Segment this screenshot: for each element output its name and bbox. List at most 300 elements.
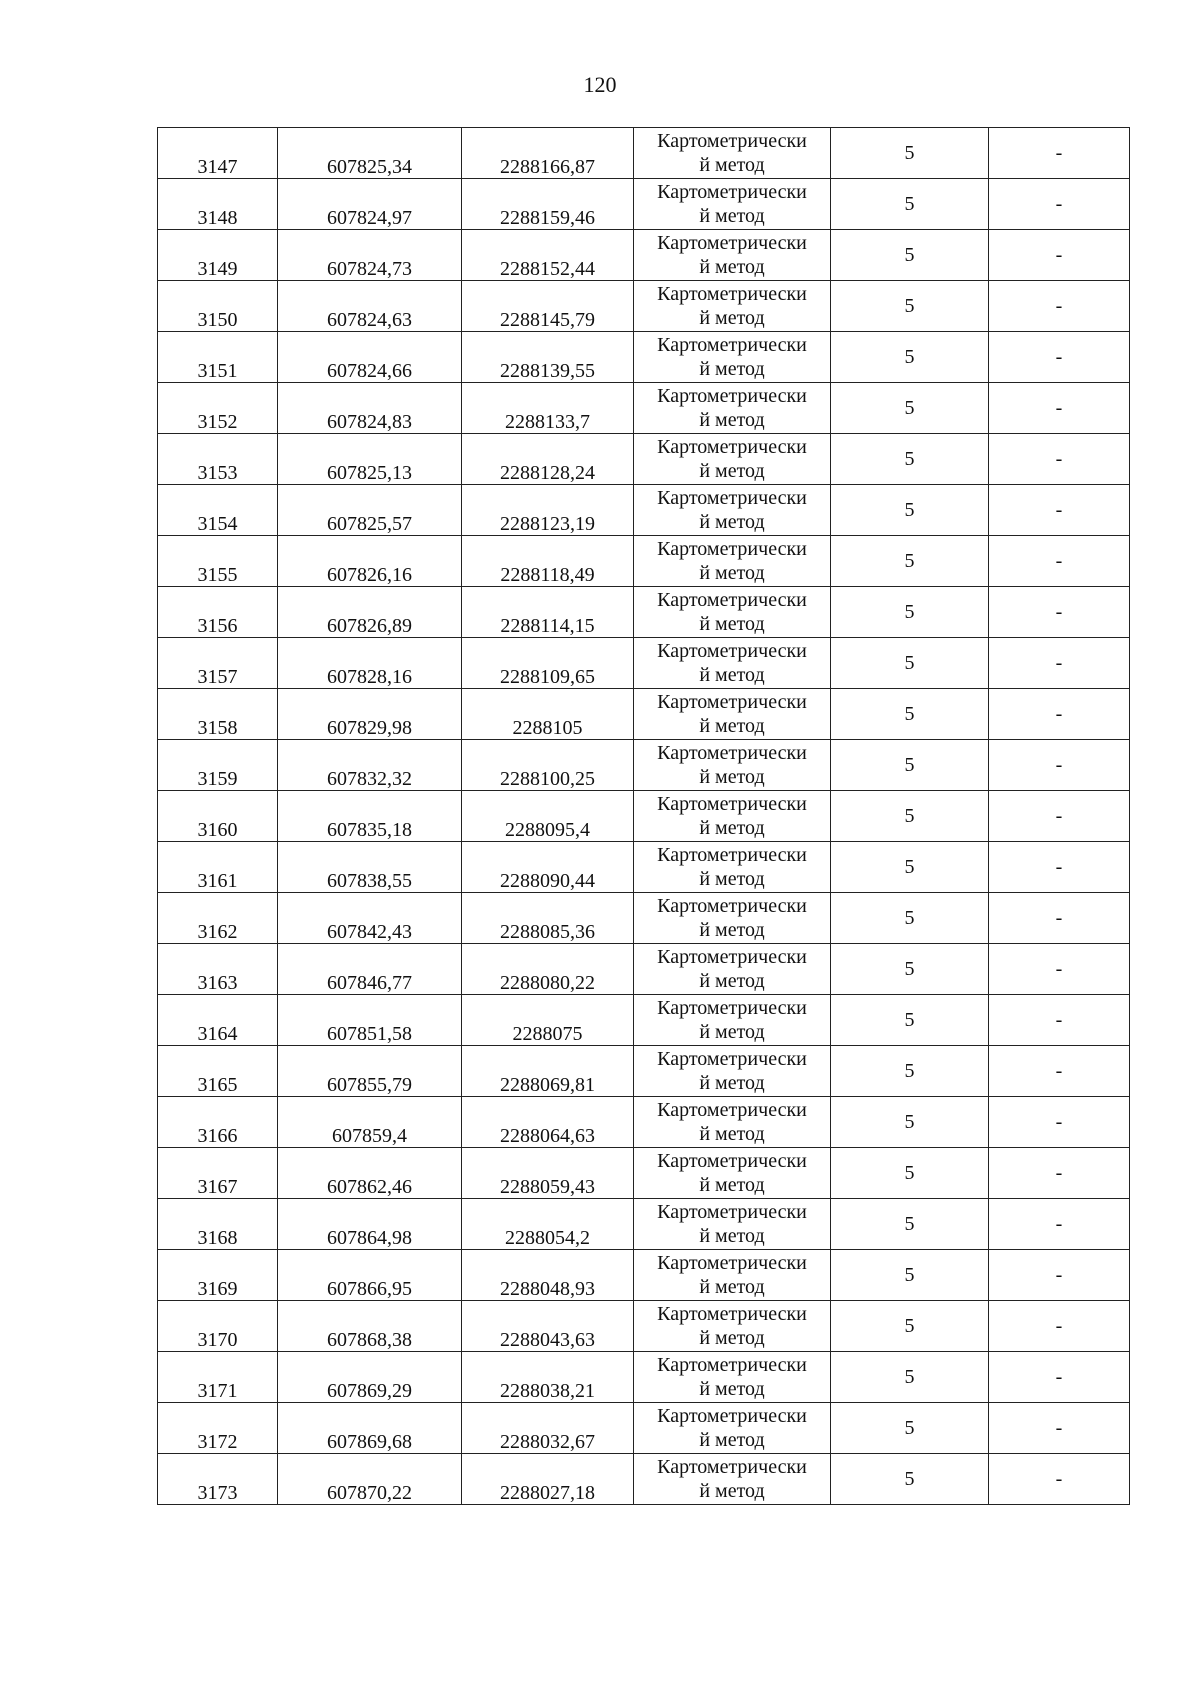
accuracy-cell	[831, 944, 989, 995]
method-line-2: й метод	[699, 1480, 765, 1502]
table-row	[158, 944, 1130, 995]
accuracy-value: 5	[904, 1009, 915, 1031]
method-cell	[634, 1352, 831, 1403]
x-coordinate: 607869,29	[327, 1380, 412, 1402]
method-cell	[634, 1454, 831, 1505]
point-number: 3164	[197, 1023, 238, 1045]
accuracy-value: 5	[904, 244, 915, 266]
x-coordinate-cell	[278, 1454, 462, 1505]
note-cell	[989, 434, 1130, 485]
note-value: -	[1055, 295, 1063, 317]
x-coordinate: 607824,66	[327, 360, 412, 382]
accuracy-value: 5	[904, 1213, 915, 1235]
y-coordinate-cell	[462, 230, 634, 281]
method-cell	[634, 383, 831, 434]
note-cell	[989, 1454, 1130, 1505]
accuracy-value: 5	[904, 958, 915, 980]
method-line-1: Картометрически	[657, 334, 807, 356]
y-coordinate: 2288085,36	[500, 921, 595, 943]
y-coordinate: 2288080,22	[500, 972, 595, 994]
point-number-cell	[158, 1454, 278, 1505]
x-coordinate: 607851,58	[327, 1023, 412, 1045]
x-coordinate: 607826,89	[327, 615, 412, 637]
y-coordinate: 2288145,79	[500, 309, 595, 331]
note-cell	[989, 230, 1130, 281]
point-number: 3170	[197, 1329, 238, 1351]
y-coordinate: 2288059,43	[500, 1176, 595, 1198]
x-coordinate: 607825,13	[327, 462, 412, 484]
note-cell	[989, 944, 1130, 995]
method-line-1: Картометрически	[657, 1456, 807, 1478]
point-number: 3172	[197, 1431, 238, 1453]
method-cell	[634, 536, 831, 587]
point-number-cell	[158, 1301, 278, 1352]
method-cell	[634, 1148, 831, 1199]
method-line-2: й метод	[699, 1123, 765, 1145]
x-coordinate-cell	[278, 536, 462, 587]
x-coordinate: 607866,95	[327, 1278, 412, 1300]
method-line-2: й метод	[699, 562, 765, 584]
y-coordinate-cell	[462, 383, 634, 434]
y-coordinate: 2288069,81	[500, 1074, 595, 1096]
table-row	[158, 179, 1130, 230]
table-row	[158, 893, 1130, 944]
y-coordinate-cell	[462, 128, 634, 179]
method-line-2: й метод	[699, 868, 765, 890]
point-number-cell	[158, 1199, 278, 1250]
method-line-2: й метод	[699, 154, 765, 176]
y-coordinate: 2288075	[512, 1023, 583, 1045]
y-coordinate: 2288166,87	[500, 156, 595, 178]
note-value: -	[1055, 856, 1063, 878]
point-number: 3158	[197, 717, 238, 739]
point-number: 3169	[197, 1278, 238, 1300]
x-coordinate: 607846,77	[327, 972, 412, 994]
x-coordinate: 607838,55	[327, 870, 412, 892]
point-number-cell	[158, 383, 278, 434]
accuracy-cell	[831, 1301, 989, 1352]
method-line-1: Картометрически	[657, 1048, 807, 1070]
method-line-2: й метод	[699, 715, 765, 737]
accuracy-cell	[831, 281, 989, 332]
method-line-1: Картометрически	[657, 1201, 807, 1223]
method-cell	[634, 587, 831, 638]
table-row	[158, 842, 1130, 893]
method-cell	[634, 1403, 831, 1454]
note-cell	[989, 689, 1130, 740]
accuracy-cell	[831, 1046, 989, 1097]
x-coordinate: 607870,22	[327, 1482, 412, 1504]
x-coordinate-cell	[278, 1403, 462, 1454]
note-value: -	[1055, 1060, 1063, 1082]
method-line-1: Картометрически	[657, 1354, 807, 1376]
note-value: -	[1055, 550, 1063, 572]
x-coordinate: 607825,57	[327, 513, 412, 535]
note-value: -	[1055, 193, 1063, 215]
point-number: 3162	[197, 921, 238, 943]
accuracy-cell	[831, 179, 989, 230]
point-number: 3154	[197, 513, 238, 535]
y-coordinate-cell	[462, 1046, 634, 1097]
y-coordinate-cell	[462, 791, 634, 842]
accuracy-value: 5	[904, 1468, 915, 1490]
y-coordinate-cell	[462, 689, 634, 740]
note-value: -	[1055, 958, 1063, 980]
method-line-1: Картометрически	[657, 283, 807, 305]
accuracy-cell	[831, 536, 989, 587]
note-value: -	[1055, 703, 1063, 725]
y-coordinate-cell	[462, 485, 634, 536]
table-row	[158, 332, 1130, 383]
accuracy-cell	[831, 383, 989, 434]
note-value: -	[1055, 1264, 1063, 1286]
accuracy-value: 5	[904, 1264, 915, 1286]
point-number: 3167	[197, 1176, 238, 1198]
note-cell	[989, 536, 1130, 587]
y-coordinate: 2288064,63	[500, 1125, 595, 1147]
note-cell	[989, 1250, 1130, 1301]
x-coordinate-cell	[278, 1199, 462, 1250]
y-coordinate: 2288095,4	[505, 819, 590, 841]
x-coordinate: 607864,98	[327, 1227, 412, 1249]
y-coordinate: 2288038,21	[500, 1380, 595, 1402]
accuracy-value: 5	[904, 499, 915, 521]
point-number-cell	[158, 893, 278, 944]
x-coordinate-cell	[278, 128, 462, 179]
method-line-2: й метод	[699, 1021, 765, 1043]
x-coordinate: 607859,4	[332, 1125, 407, 1147]
point-number: 3149	[197, 258, 238, 280]
method-line-1: Картометрически	[657, 1150, 807, 1172]
x-coordinate: 607835,18	[327, 819, 412, 841]
x-coordinate-cell	[278, 944, 462, 995]
point-number-cell	[158, 434, 278, 485]
point-number: 3166	[197, 1125, 238, 1147]
method-line-2: й метод	[699, 409, 765, 431]
point-number-cell	[158, 281, 278, 332]
accuracy-value: 5	[904, 652, 915, 674]
point-number: 3159	[197, 768, 238, 790]
coordinates-table-body	[158, 128, 1130, 1505]
accuracy-value: 5	[904, 193, 915, 215]
method-line-1: Картометрически	[657, 1405, 807, 1427]
point-number-cell	[158, 995, 278, 1046]
note-cell	[989, 1046, 1130, 1097]
method-line-2: й метод	[699, 817, 765, 839]
note-cell	[989, 1301, 1130, 1352]
method-line-1: Картометрически	[657, 1252, 807, 1274]
method-line-1: Картометрически	[657, 793, 807, 815]
x-coordinate: 607862,46	[327, 1176, 412, 1198]
point-number-cell	[158, 332, 278, 383]
accuracy-value: 5	[904, 142, 915, 164]
method-cell	[634, 791, 831, 842]
x-coordinate: 607825,34	[327, 156, 412, 178]
table-row	[158, 485, 1130, 536]
y-coordinate: 2288032,67	[500, 1431, 595, 1453]
point-number: 3157	[197, 666, 238, 688]
point-number: 3147	[197, 156, 238, 178]
y-coordinate-cell	[462, 1250, 634, 1301]
method-cell	[634, 893, 831, 944]
note-cell	[989, 1352, 1130, 1403]
method-line-2: й метод	[699, 358, 765, 380]
x-coordinate: 607824,97	[327, 207, 412, 229]
note-cell	[989, 587, 1130, 638]
x-coordinate-cell	[278, 791, 462, 842]
method-line-2: й метод	[699, 460, 765, 482]
accuracy-value: 5	[904, 1366, 915, 1388]
point-number-cell	[158, 1148, 278, 1199]
accuracy-value: 5	[904, 295, 915, 317]
point-number: 3155	[197, 564, 238, 586]
x-coordinate: 607855,79	[327, 1074, 412, 1096]
x-coordinate-cell	[278, 893, 462, 944]
method-line-1: Картометрически	[657, 640, 807, 662]
method-line-2: й метод	[699, 1174, 765, 1196]
y-coordinate: 2288100,25	[500, 768, 595, 790]
method-line-1: Картометрически	[657, 181, 807, 203]
y-coordinate-cell	[462, 281, 634, 332]
method-line-1: Картометрически	[657, 538, 807, 560]
x-coordinate-cell	[278, 485, 462, 536]
accuracy-cell	[831, 1454, 989, 1505]
y-coordinate: 2288043,63	[500, 1329, 595, 1351]
method-cell	[634, 1301, 831, 1352]
method-cell	[634, 740, 831, 791]
point-number-cell	[158, 485, 278, 536]
note-value: -	[1055, 448, 1063, 470]
note-value: -	[1055, 907, 1063, 929]
method-line-2: й метод	[699, 205, 765, 227]
point-number: 3148	[197, 207, 238, 229]
note-value: -	[1055, 1213, 1063, 1235]
y-coordinate-cell	[462, 1097, 634, 1148]
y-coordinate-cell	[462, 536, 634, 587]
method-cell	[634, 485, 831, 536]
note-cell	[989, 179, 1130, 230]
method-line-1: Картометрически	[657, 997, 807, 1019]
point-number-cell	[158, 230, 278, 281]
table-row	[158, 434, 1130, 485]
method-line-2: й метод	[699, 256, 765, 278]
y-coordinate: 2288105	[512, 717, 583, 739]
x-coordinate-cell	[278, 1148, 462, 1199]
table-row	[158, 1454, 1130, 1505]
table-row	[158, 1250, 1130, 1301]
note-value: -	[1055, 1366, 1063, 1388]
accuracy-cell	[831, 638, 989, 689]
note-value: -	[1055, 1417, 1063, 1439]
table-row	[158, 740, 1130, 791]
accuracy-cell	[831, 893, 989, 944]
accuracy-value: 5	[904, 346, 915, 368]
method-cell	[634, 332, 831, 383]
accuracy-cell	[831, 485, 989, 536]
point-number-cell	[158, 128, 278, 179]
note-cell	[989, 740, 1130, 791]
method-line-1: Картометрически	[657, 385, 807, 407]
y-coordinate: 2288133,7	[505, 411, 590, 433]
accuracy-value: 5	[904, 1162, 915, 1184]
accuracy-value: 5	[904, 1111, 915, 1133]
y-coordinate: 2288054,2	[505, 1227, 590, 1249]
y-coordinate: 2288159,46	[500, 207, 595, 229]
method-cell	[634, 638, 831, 689]
page-number: 120	[583, 72, 617, 97]
y-coordinate-cell	[462, 944, 634, 995]
method-cell	[634, 1097, 831, 1148]
method-cell	[634, 1199, 831, 1250]
method-cell	[634, 179, 831, 230]
note-cell	[989, 128, 1130, 179]
y-coordinate-cell	[462, 434, 634, 485]
table-row	[158, 1301, 1130, 1352]
point-number: 3151	[197, 360, 238, 382]
x-coordinate-cell	[278, 1301, 462, 1352]
table-row	[158, 587, 1130, 638]
note-value: -	[1055, 1315, 1063, 1337]
method-line-1: Картометрически	[657, 742, 807, 764]
note-value: -	[1055, 1009, 1063, 1031]
x-coordinate-cell	[278, 587, 462, 638]
note-value: -	[1055, 142, 1063, 164]
accuracy-value: 5	[904, 550, 915, 572]
y-coordinate: 2288090,44	[500, 870, 595, 892]
accuracy-value: 5	[904, 856, 915, 878]
table-row	[158, 128, 1130, 179]
note-value: -	[1055, 1162, 1063, 1184]
accuracy-value: 5	[904, 448, 915, 470]
accuracy-cell	[831, 587, 989, 638]
y-coordinate: 2288109,65	[500, 666, 595, 688]
accuracy-value: 5	[904, 805, 915, 827]
point-number-cell	[158, 1403, 278, 1454]
method-line-1: Картометрически	[657, 589, 807, 611]
y-coordinate-cell	[462, 995, 634, 1046]
note-cell	[989, 332, 1130, 383]
point-number-cell	[158, 179, 278, 230]
table-row	[158, 791, 1130, 842]
x-coordinate-cell	[278, 383, 462, 434]
method-cell	[634, 230, 831, 281]
note-value: -	[1055, 754, 1063, 776]
point-number-cell	[158, 536, 278, 587]
y-coordinate-cell	[462, 842, 634, 893]
method-cell	[634, 128, 831, 179]
accuracy-value: 5	[904, 703, 915, 725]
table-row	[158, 1148, 1130, 1199]
note-cell	[989, 1148, 1130, 1199]
accuracy-cell	[831, 1250, 989, 1301]
accuracy-value: 5	[904, 601, 915, 623]
y-coordinate-cell	[462, 332, 634, 383]
note-value: -	[1055, 1468, 1063, 1490]
method-cell	[634, 995, 831, 1046]
accuracy-cell	[831, 332, 989, 383]
point-number-cell	[158, 944, 278, 995]
x-coordinate: 607826,16	[327, 564, 412, 586]
accuracy-cell	[831, 791, 989, 842]
coordinates-table	[157, 127, 1130, 1505]
table-row	[158, 383, 1130, 434]
table-row	[158, 638, 1130, 689]
x-coordinate: 607868,38	[327, 1329, 412, 1351]
note-cell	[989, 1199, 1130, 1250]
x-coordinate-cell	[278, 995, 462, 1046]
accuracy-value: 5	[904, 397, 915, 419]
method-line-2: й метод	[699, 919, 765, 941]
method-line-1: Картометрически	[657, 436, 807, 458]
method-cell	[634, 434, 831, 485]
y-coordinate: 2288128,24	[500, 462, 595, 484]
y-coordinate-cell	[462, 638, 634, 689]
x-coordinate-cell	[278, 1046, 462, 1097]
y-coordinate-cell	[462, 740, 634, 791]
accuracy-value: 5	[904, 1315, 915, 1337]
table-row	[158, 1046, 1130, 1097]
method-line-2: й метод	[699, 1429, 765, 1451]
method-line-2: й метод	[699, 511, 765, 533]
point-number-cell	[158, 791, 278, 842]
y-coordinate-cell	[462, 1148, 634, 1199]
x-coordinate-cell	[278, 281, 462, 332]
note-cell	[989, 485, 1130, 536]
note-value: -	[1055, 244, 1063, 266]
note-cell	[989, 842, 1130, 893]
x-coordinate-cell	[278, 1352, 462, 1403]
accuracy-cell	[831, 128, 989, 179]
point-number: 3161	[197, 870, 238, 892]
y-coordinate: 2288139,55	[500, 360, 595, 382]
method-line-2: й метод	[699, 664, 765, 686]
note-cell	[989, 281, 1130, 332]
note-value: -	[1055, 652, 1063, 674]
point-number-cell	[158, 842, 278, 893]
method-line-1: Картометрически	[657, 487, 807, 509]
method-line-2: й метод	[699, 1378, 765, 1400]
x-coordinate: 607824,63	[327, 309, 412, 331]
point-number-cell	[158, 638, 278, 689]
method-line-2: й метод	[699, 1327, 765, 1349]
x-coordinate-cell	[278, 1250, 462, 1301]
point-number: 3163	[197, 972, 238, 994]
accuracy-value: 5	[904, 907, 915, 929]
point-number-cell	[158, 587, 278, 638]
table-row	[158, 536, 1130, 587]
method-line-2: й метод	[699, 1225, 765, 1247]
point-number: 3173	[197, 1482, 238, 1504]
method-cell	[634, 842, 831, 893]
point-number-cell	[158, 1250, 278, 1301]
note-value: -	[1055, 1111, 1063, 1133]
y-coordinate: 2288118,49	[500, 564, 595, 586]
method-line-1: Картометрически	[657, 1303, 807, 1325]
method-line-2: й метод	[699, 1072, 765, 1094]
y-coordinate-cell	[462, 1352, 634, 1403]
method-line-2: й метод	[699, 613, 765, 635]
y-coordinate: 2288152,44	[500, 258, 595, 280]
table-row	[158, 230, 1130, 281]
note-value: -	[1055, 346, 1063, 368]
point-number: 3165	[197, 1074, 238, 1096]
note-value: -	[1055, 397, 1063, 419]
method-line-1: Картометрически	[657, 946, 807, 968]
y-coordinate: 2288048,93	[500, 1278, 595, 1300]
x-coordinate-cell	[278, 740, 462, 791]
point-number: 3150	[197, 309, 238, 331]
method-line-2: й метод	[699, 766, 765, 788]
